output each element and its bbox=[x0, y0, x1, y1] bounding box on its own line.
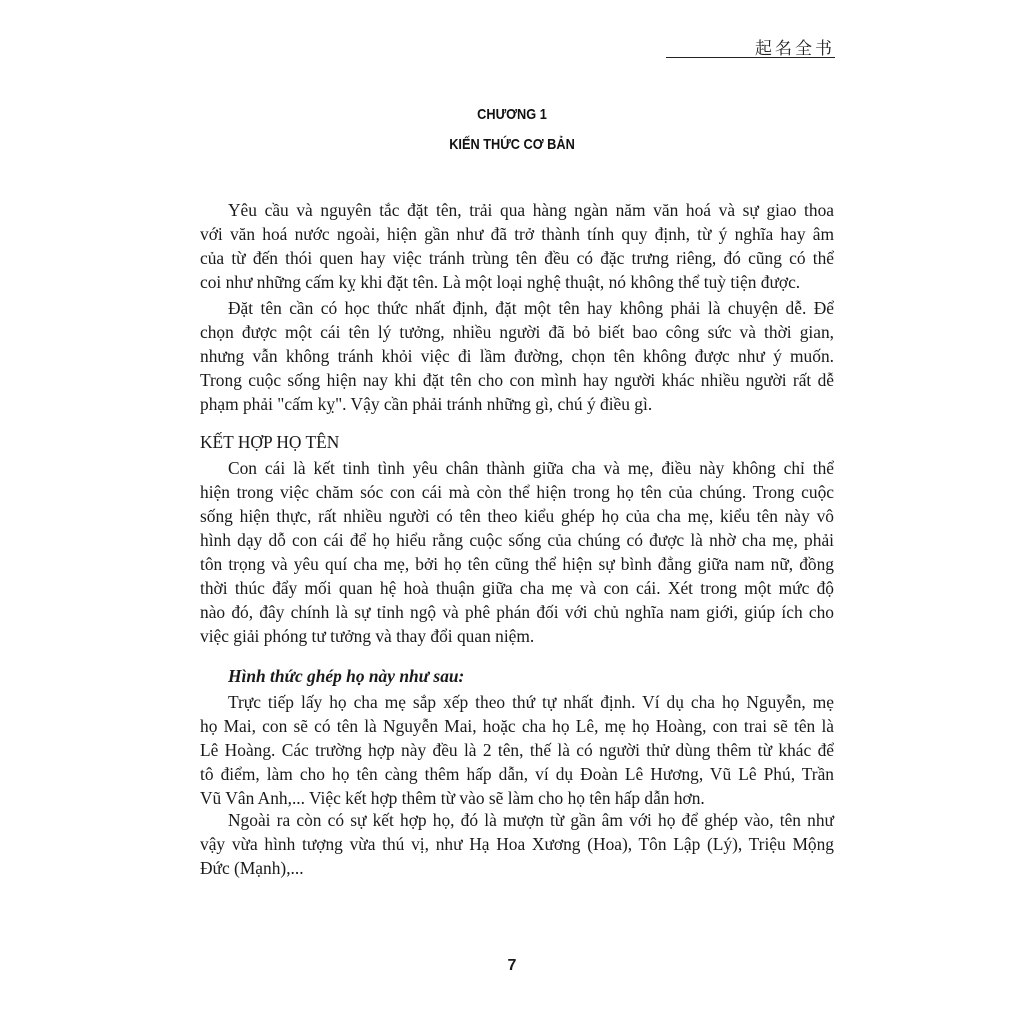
section-paragraph bbox=[200, 456, 834, 648]
text-line: sống hiện thực, rất nhiều người có tên theo kiểu ghép họ của cha mẹ, kiểu tên này vô bbox=[200, 506, 834, 526]
paragraph-2 bbox=[200, 296, 834, 416]
text-line: tôn trọng và yêu quí cha mẹ, bởi họ tên cũng thể hiện sự bình đẳng giữa nam nữ, đồng bbox=[200, 554, 834, 574]
text-line: vậy vừa hình tượng vừa thú vị, như Hạ Hoa Xương (Hoa), Tôn Lập (Lý), Triệu Mộng bbox=[200, 834, 834, 854]
text-line: Đức (Mạnh),... bbox=[200, 858, 304, 878]
subheading: Hình thức ghép họ này như sau: bbox=[228, 666, 465, 686]
header-rule bbox=[666, 57, 835, 58]
text-line: thời thúc đẩy mối quan hệ hoà thuận giữa cha mẹ và con cái. Xét trong một mức độ bbox=[200, 578, 834, 598]
text-line: Vũ Vân Anh,... Việc kết hợp thêm từ vào sẽ làm cho họ tên hấp dẫn hơn. bbox=[200, 788, 705, 808]
running-header: 起名全书 bbox=[755, 39, 835, 58]
text-line: Lê Hoàng. Các trường hợp này đều là 2 tên, thế là có người thử dùng thêm từ khác để bbox=[200, 740, 834, 760]
text-line: nhưng vẫn không tránh khỏi việc đi lầm đường, chọn tên không được như ý muốn. bbox=[200, 346, 834, 366]
chapter-number: CHƯƠNG 1 bbox=[477, 106, 547, 123]
text-line: Con cái là kết tinh tình yêu chân thành giữa cha và mẹ, điều này không chỉ thể bbox=[228, 458, 834, 478]
text-line: phạm phải "cấm kỵ". Vậy cần phải tránh những gì, chú ý điều gì. bbox=[200, 394, 653, 414]
chapter-title: KIẾN THỨC CƠ BẢN bbox=[449, 136, 575, 153]
sub-paragraph-1 bbox=[200, 690, 834, 810]
text-line: hiện trong việc chăm sóc con cái mà còn thể hiện trong họ tên của chúng. Trong cuộc bbox=[200, 482, 834, 502]
text-line: Đặt tên cần có học thức nhất định, đặt một tên hay không phải là chuyện dễ. Để bbox=[228, 298, 834, 318]
text-line: của từ đến thói quen hay việc tránh trùng tên đều có đặc trưng riêng, đó cũng có thể bbox=[200, 248, 834, 268]
text-line: Trực tiếp lấy họ cha mẹ sắp xếp theo thứ tự nhất định. Ví dụ cha họ Nguyễn, mẹ bbox=[228, 692, 834, 712]
text-line: nào đó, đây chính là sự tỉnh ngộ và phê phán đối với chủ nghĩa nam giới, giúp ích cho bbox=[200, 602, 834, 622]
paragraph-1 bbox=[200, 198, 834, 294]
text-line: việc giải phóng tư tưởng và thay đổi quan niệm. bbox=[200, 626, 535, 646]
text-line: chọn được một cái tên lý tưởng, nhiều người đã bỏ biết bao công sức và thời gian, bbox=[200, 322, 834, 342]
text-line: Ngoài ra còn có sự kết hợp họ, đó là mượn từ gần âm với họ để ghép vào, tên như bbox=[228, 810, 834, 830]
text-line: với văn hoá nước ngoài, hiện gần như đã trở thành tính quy định, từ ý nghĩa hay âm bbox=[200, 224, 834, 244]
section-heading: KẾT HỢP HỌ TÊN bbox=[200, 432, 340, 452]
text-line: Trong cuộc sống hiện nay khi đặt tên cho con mình hay người khác nhiều người rất dễ bbox=[200, 370, 834, 390]
sub-paragraph-2 bbox=[200, 808, 834, 880]
text-line: tô điểm, làm cho họ tên càng thêm hấp dẫn, ví dụ Đoàn Lê Hương, Vũ Lê Phú, Trần bbox=[200, 764, 834, 784]
page-number: 7 bbox=[507, 957, 517, 974]
text-line: hình dạy dỗ con cái để họ hiểu rằng cuộc sống của chúng có được là nhờ cha mẹ, phải bbox=[200, 530, 834, 550]
text-line: coi như những cấm kỵ khi đặt tên. Là một loại nghệ thuật, nó không thể tuỳ tiện được. bbox=[200, 272, 801, 292]
text-line: họ Mai, con sẽ có tên là Nguyễn Mai, hoặc cha họ Lê, mẹ họ Hoàng, con trai sẽ tên là bbox=[200, 716, 834, 736]
text-line: Yêu cầu và nguyên tắc đặt tên, trải qua hàng ngàn năm văn hoá và sự giao thoa bbox=[228, 200, 834, 220]
